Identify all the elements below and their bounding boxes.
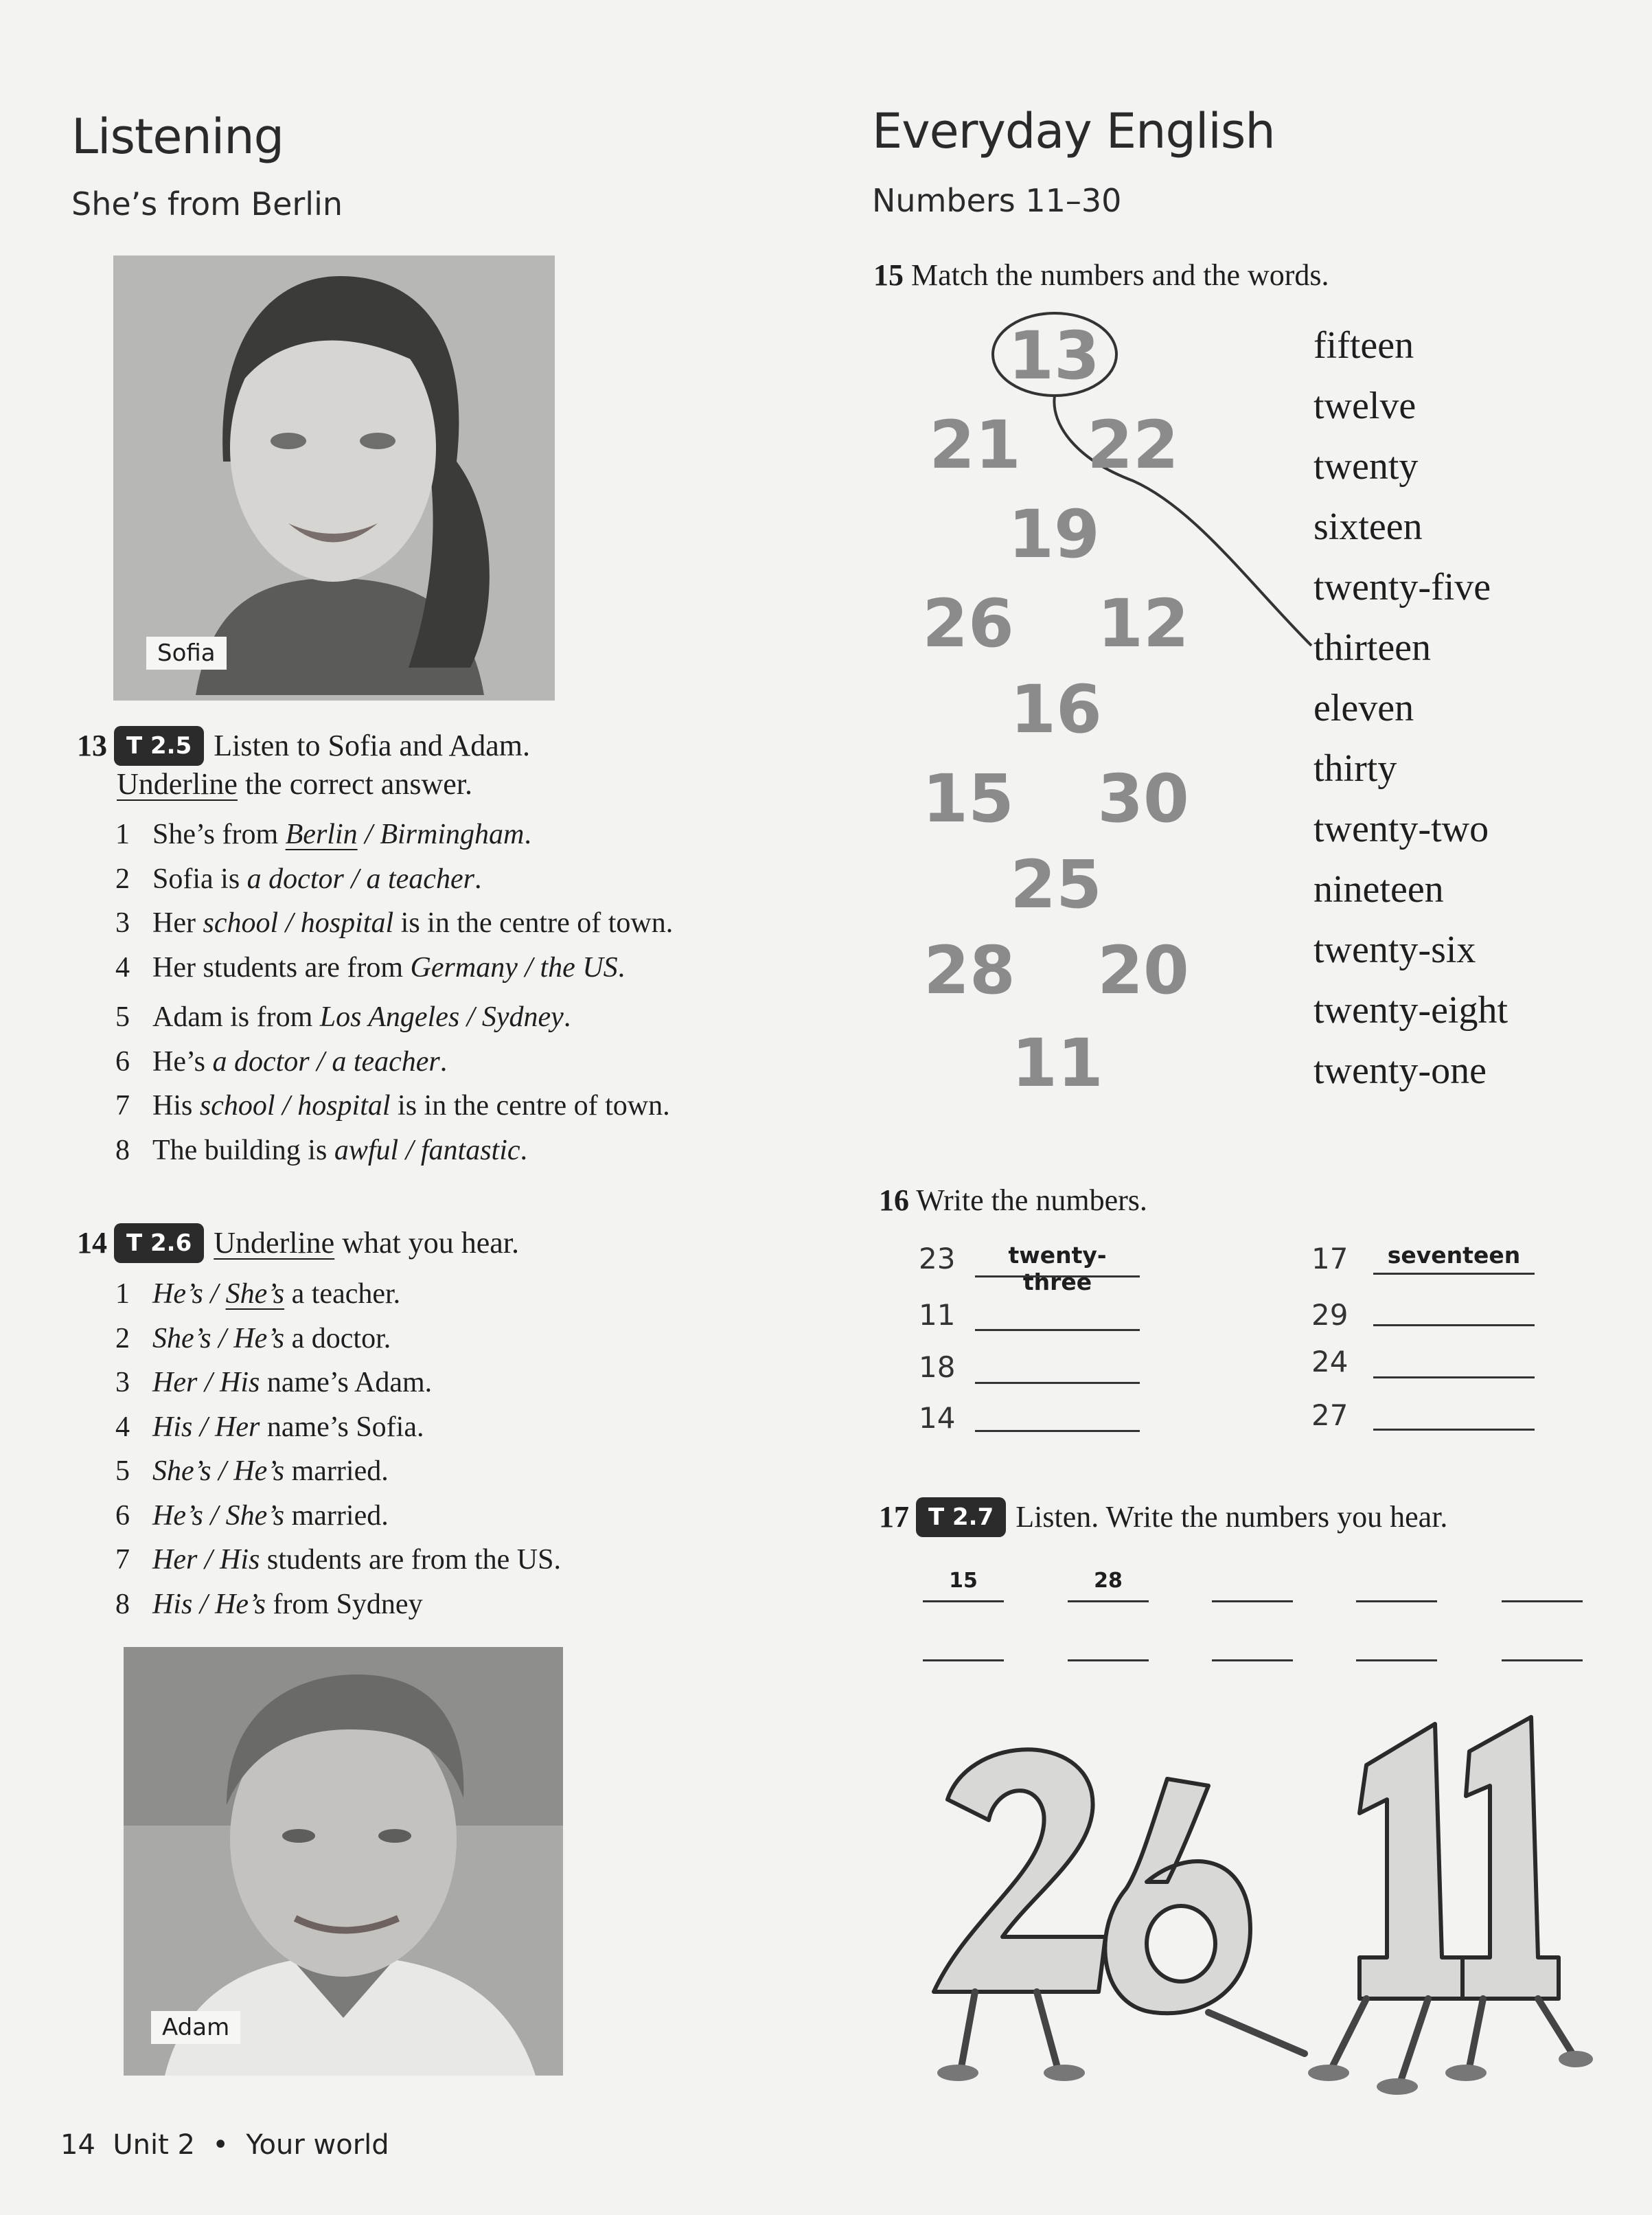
option-choice[interactable]: She’s xyxy=(225,1278,285,1310)
option-choice[interactable]: His xyxy=(220,1367,260,1398)
option-choice[interactable]: She’s xyxy=(152,1322,211,1354)
option-choice[interactable]: He’s xyxy=(233,1322,285,1354)
match-number[interactable]: 26 xyxy=(922,585,1014,662)
option-choice[interactable]: His xyxy=(152,1588,193,1620)
list-item: 8 The building is awful / fantastic. xyxy=(115,1134,528,1166)
match-word[interactable]: twenty-one xyxy=(1313,1049,1487,1092)
list-item: 5 She’s / He’s married. xyxy=(115,1455,389,1487)
instruction-text: the correct answer. xyxy=(237,767,472,801)
photo-adam xyxy=(124,1647,563,2076)
answer-field[interactable]: 15 xyxy=(949,1569,978,1593)
answer-line xyxy=(1068,1659,1149,1661)
numbers-cartoon-illustration xyxy=(920,1710,1593,2095)
instruction-text: what you hear. xyxy=(334,1226,520,1260)
option-choice[interactable]: school xyxy=(199,1090,275,1122)
answer-line xyxy=(1212,1659,1293,1661)
instruction-text: Match the numbers and the words. xyxy=(911,258,1329,292)
match-word[interactable]: fifteen xyxy=(1313,324,1414,367)
instruction-underline-word: Underline xyxy=(214,1226,335,1260)
photo-caption-sofia: Sofia xyxy=(146,637,227,670)
instruction-text: Write the numbers. xyxy=(916,1183,1147,1217)
option-choice[interactable]: Her xyxy=(152,1544,198,1576)
match-word[interactable]: eleven xyxy=(1313,687,1414,729)
number-prompt: 11 xyxy=(919,1298,956,1332)
option-choice[interactable]: the US xyxy=(540,951,618,984)
match-word[interactable]: twenty-eight xyxy=(1313,989,1508,1032)
option-choice[interactable]: She’s xyxy=(152,1455,211,1487)
number-prompt: 23 xyxy=(919,1242,956,1275)
option-choice[interactable]: a teacher xyxy=(332,1045,440,1078)
instruction-underline-word: Underline xyxy=(117,767,238,801)
option-choice[interactable]: hospital xyxy=(300,907,394,939)
match-word[interactable]: thirty xyxy=(1313,747,1397,790)
list-item: 3 Her school / hospital is in the centre of town. xyxy=(115,907,674,939)
exercise-number: 15 xyxy=(873,258,904,292)
answer-line xyxy=(975,1430,1140,1432)
track-badge: T 2.6 xyxy=(114,1223,204,1263)
option-choice[interactable]: Birmingham xyxy=(380,819,525,850)
match-number[interactable]: 11 xyxy=(1011,1025,1103,1102)
exercise-13-heading xyxy=(77,726,832,803)
match-number[interactable]: 20 xyxy=(1097,932,1189,1009)
exercise-13-list xyxy=(115,813,733,1172)
option-choice[interactable]: Los Angeles xyxy=(319,1001,460,1033)
answer-line xyxy=(923,1600,1004,1602)
list-item: 6 He’s / She’s married. xyxy=(115,1499,389,1532)
option-choice[interactable]: awful xyxy=(334,1134,399,1166)
option-choice[interactable]: fantastic xyxy=(420,1134,520,1166)
exercise-17-heading xyxy=(879,1497,1447,1537)
number-prompt: 24 xyxy=(1311,1345,1349,1378)
subtitle-shes-from-berlin: She’s from Berlin xyxy=(71,185,343,223)
list-item: 4 His / Her name’s Sofia. xyxy=(115,1411,424,1443)
match-number[interactable]: 16 xyxy=(1010,671,1102,748)
option-choice[interactable]: a doctor xyxy=(246,863,344,895)
option-choice[interactable]: She’s xyxy=(225,1499,285,1532)
match-number[interactable]: 12 xyxy=(1097,585,1189,662)
number-prompt: 27 xyxy=(1311,1398,1349,1432)
match-number[interactable]: 28 xyxy=(923,932,1016,1009)
answer-line xyxy=(1502,1600,1583,1602)
number-prompt: 29 xyxy=(1311,1298,1349,1332)
list-item: 1 He’s / She’s a teacher. xyxy=(115,1278,401,1310)
match-word[interactable]: thirteen xyxy=(1313,626,1432,669)
option-choice[interactable]: hospital xyxy=(297,1090,391,1122)
list-item: 3 Her / His name’s Adam. xyxy=(115,1367,433,1398)
answer-line xyxy=(1502,1659,1583,1661)
list-item: 2 She’s / He’s a doctor. xyxy=(115,1322,391,1354)
exercise-15-heading xyxy=(873,257,1329,294)
list-item: 8 His / He’s from Sydney xyxy=(115,1588,423,1620)
portrait-woman-illustration xyxy=(113,255,555,701)
section-title-everyday-english: Everyday English xyxy=(872,103,1275,159)
exercise-number: 16 xyxy=(879,1183,909,1217)
answer-line xyxy=(1373,1324,1535,1326)
answer-line xyxy=(1356,1600,1437,1602)
answer-line xyxy=(975,1329,1140,1331)
match-number[interactable]: 15 xyxy=(922,760,1014,837)
match-word[interactable]: sixteen xyxy=(1313,506,1423,548)
number-prompt: 18 xyxy=(919,1350,956,1384)
exercise-14-list xyxy=(115,1272,733,1626)
number-prompt: 14 xyxy=(919,1401,956,1435)
option-choice[interactable]: Her xyxy=(215,1411,260,1443)
answer-line xyxy=(1068,1600,1149,1602)
option-choice[interactable]: He’s xyxy=(215,1588,266,1620)
option-choice[interactable]: school xyxy=(203,907,279,939)
list-item: 7 Her / His students are from the US. xyxy=(115,1544,561,1576)
match-word[interactable]: twelve xyxy=(1313,385,1416,427)
answer-line xyxy=(1373,1429,1535,1431)
answer-line xyxy=(923,1659,1004,1661)
unit-title: Your world xyxy=(246,2129,389,2161)
photo-caption-adam: Adam xyxy=(151,2011,240,2044)
answer-field[interactable]: 28 xyxy=(1094,1569,1123,1593)
match-number[interactable]: 25 xyxy=(1010,846,1102,923)
match-word[interactable]: twenty xyxy=(1313,445,1419,488)
page-footer xyxy=(60,2129,389,2161)
match-number[interactable]: 22 xyxy=(1087,407,1179,484)
exercise-number: 17 xyxy=(879,1500,909,1534)
option-choice[interactable]: He’s xyxy=(233,1455,285,1487)
footer-bullet: • xyxy=(212,2129,229,2161)
answer-field[interactable]: seventeen xyxy=(1387,1242,1521,1269)
photo-sofia xyxy=(113,255,555,701)
answer-line xyxy=(1356,1659,1437,1661)
track-badge: T 2.7 xyxy=(916,1497,1006,1537)
option-choice[interactable]: Her xyxy=(152,1367,198,1398)
unit-label: Unit 2 xyxy=(113,2129,195,2161)
match-word[interactable]: twenty-five xyxy=(1313,566,1491,609)
exercise-number: 13 xyxy=(77,729,107,762)
match-number[interactable]: 30 xyxy=(1097,760,1189,837)
number-prompt: 17 xyxy=(1311,1242,1349,1275)
subtitle-numbers-11-30: Numbers 11–30 xyxy=(872,182,1122,219)
list-item: 2 Sofia is a doctor / a teacher. xyxy=(115,863,482,895)
page-number: 14 xyxy=(60,2129,95,2161)
answer-line xyxy=(1373,1376,1535,1378)
list-item: 5 Adam is from Los Angeles / Sydney. xyxy=(115,1001,571,1033)
option-choice[interactable]: His xyxy=(220,1544,260,1576)
exercise-14-heading xyxy=(77,1223,832,1263)
list-item: 7 His school / hospital is in the centre of town. xyxy=(115,1090,670,1122)
option-choice[interactable]: a doctor xyxy=(212,1045,310,1078)
instruction-text: Listen to Sofia and Adam. xyxy=(214,729,530,762)
exercise-number: 14 xyxy=(77,1226,107,1260)
match-word[interactable]: twenty-two xyxy=(1313,808,1489,850)
list-item: 1 She’s from Berlin / Birmingham. xyxy=(115,819,531,850)
answer-field[interactable]: twenty-three xyxy=(1008,1242,1107,1295)
option-choice[interactable]: Sydney xyxy=(481,1001,564,1033)
track-badge: T 2.5 xyxy=(114,726,204,766)
answer-line xyxy=(1212,1600,1293,1602)
list-item: 4 Her students are from Germany / the US. xyxy=(115,951,626,984)
option-choice[interactable]: He’s xyxy=(152,1499,203,1532)
list-item: 6 He’s a doctor / a teacher. xyxy=(115,1045,448,1078)
option-choice[interactable]: His xyxy=(152,1411,193,1443)
instruction-text: Listen. Write the numbers you hear. xyxy=(1016,1500,1448,1534)
match-number[interactable]: 13 xyxy=(1008,317,1100,394)
answer-line xyxy=(975,1275,1140,1277)
option-choice[interactable]: Berlin xyxy=(285,819,358,850)
match-number[interactable]: 21 xyxy=(929,407,1021,484)
match-word[interactable]: nineteen xyxy=(1313,868,1444,911)
section-title-listening: Listening xyxy=(71,109,284,165)
exercise-16-heading xyxy=(879,1182,1147,1219)
option-choice[interactable]: a teacher xyxy=(366,863,474,895)
match-number[interactable]: 19 xyxy=(1008,496,1100,573)
answer-line xyxy=(975,1382,1140,1384)
match-word[interactable]: twenty-six xyxy=(1313,929,1476,971)
answer-line xyxy=(1373,1273,1535,1275)
option-choice[interactable]: He’s xyxy=(152,1278,203,1310)
option-choice[interactable]: Germany xyxy=(410,951,518,984)
